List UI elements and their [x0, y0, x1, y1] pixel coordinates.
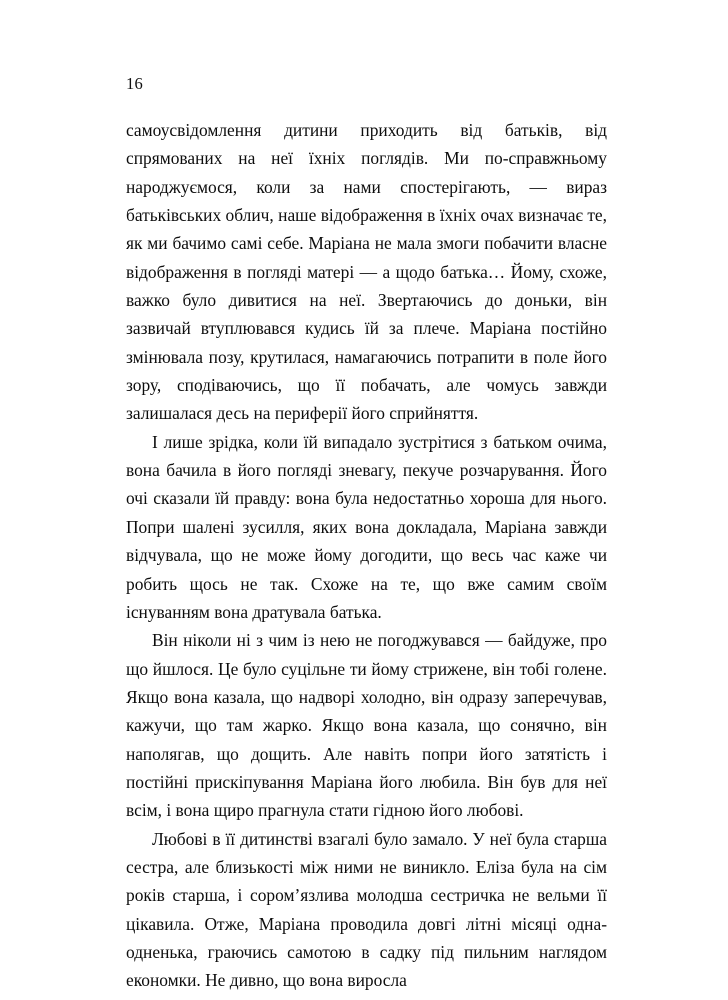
page-body-text: [126, 116, 607, 995]
paragraph: самоусвідомлення дитини приходить від батьків, від спрямованих на неї їхніх поглядів. Ми по-справжньому народжуємося, коли за нами спостерігають, — вираз батьківських облич, наше відображення в їхніх очах визначає те, як ми бачимо самі себе. Маріана не мала змоги побачити власне відображення в погляді матері — а щодо батька… Йому, схоже, важко було дивитися на неї. Звертаючись до доньки, він зазвичай втуплювався кудись їй за плече. Маріана постійно змінювала позу, крутилася, намагаючись потрапити в поле його зору, сподіваючись, що її побачать, але чомусь завжди залишалася десь на периферії його сприйняття.: [126, 120, 607, 424]
paragraph: Любові в її дитинстві взагалі було замало. У неї була старша сестра, але близькості між ними не виникло. Еліза була на сім років старша, і сором’язлива молодша сестричка не вельми її цікавила. Отже, Маріана проводила довгі літні місяці одна-одненька, граючись самотою в садку під пильним наглядом економки. Не дивно, що вона виросла: [126, 828, 607, 991]
page-number: 16: [126, 74, 143, 93]
paragraph: Він ніколи ні з чим із нею не погоджувався — байдуже, про що йшлося. Це було суцільне ти йому стрижене, він тобі голене. Якщо вона казала, що надворі холодно, він одразу заперечував, кажучи, що там жарко. Якщо вона казала, що сонячно, він наполягав, що дощить. Але навіть попри його затятість і постійні прискіпування Маріана його любила. Він був для неї всім, і вона щиро прагнула стати гідною його любові.: [126, 630, 607, 821]
paragraph: І лише зрідка, коли їй випадало зустрітися з батьком очима, вона бачила в його погляді зневагу, пекуче розчарування. Його очі сказали їй правду: вона була недостатньо хороша для нього. Попри шалені зусилля, яких вона докладала, Маріана завжди відчувала, що не може йому догодити, що весь час каже чи робить щось не так. Схоже на те, що вже самим своїм існуванням вона дратувала батька.: [126, 431, 607, 622]
